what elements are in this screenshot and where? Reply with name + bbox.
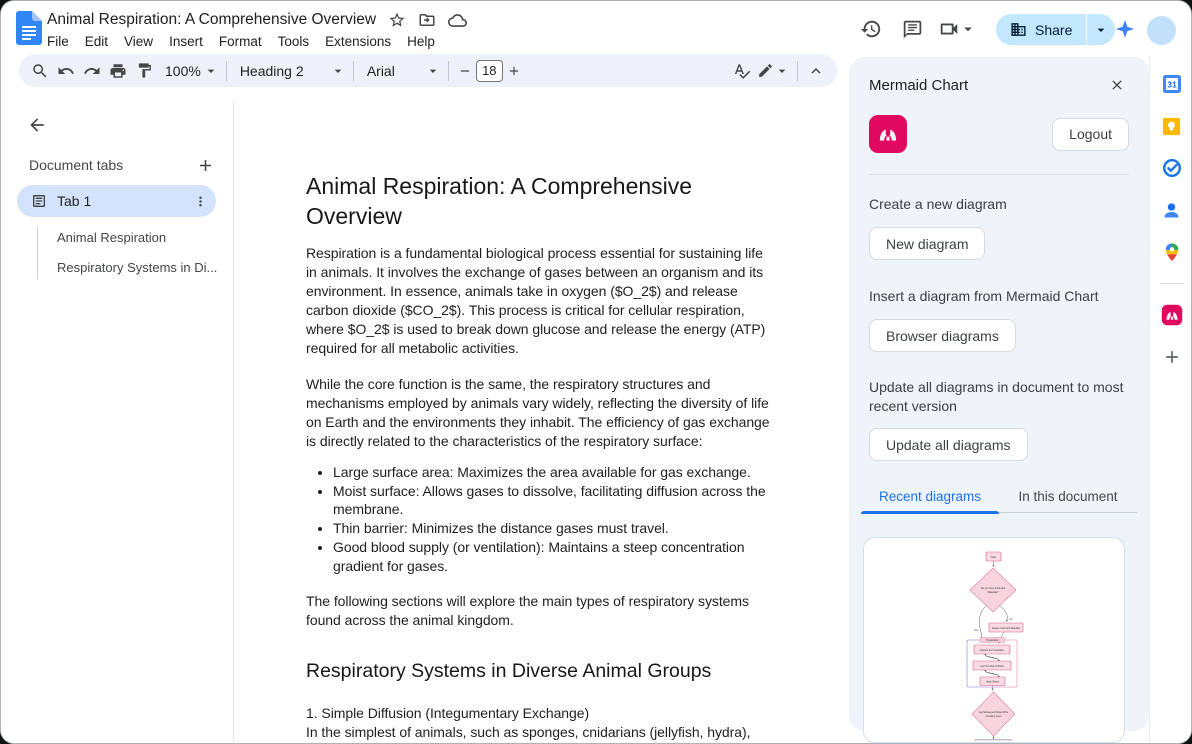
share-split-button [996, 14, 1115, 45]
toolbar [19, 54, 837, 87]
toolbar-divider [797, 61, 798, 81]
panel-divider [869, 174, 1129, 175]
font-size-input[interactable]: 18 [476, 60, 503, 82]
tab-in-this-document[interactable]: In this document [1018, 489, 1118, 504]
doc-paragraph-3[interactable]: The following sections will explore the main types of respiratory systems found across the animal kingdom. [306, 593, 749, 629]
svg-text:Materials?: Materials? [987, 591, 999, 594]
create-diagram-label: Create a new diagram [869, 196, 1007, 212]
close-icon[interactable] [1105, 73, 1129, 97]
zoom-select[interactable] [157, 63, 221, 79]
meet-dropdown-caret-icon[interactable] [959, 15, 977, 43]
zoom-value: 100% [165, 62, 201, 79]
add-tab-plus-icon[interactable] [193, 153, 217, 177]
menu-extensions[interactable]: Extensions [325, 34, 392, 49]
insert-diagram-label: Insert a diagram from Mermaid Chart [869, 288, 1099, 304]
paint-format-icon[interactable] [131, 58, 157, 84]
meet-videocam-icon[interactable] [937, 15, 961, 43]
menu-help[interactable]: Help [407, 34, 435, 49]
google-calendar-icon[interactable] [1161, 73, 1183, 95]
google-contacts-icon[interactable] [1161, 199, 1183, 221]
get-add-ons-plus-icon[interactable] [1161, 346, 1183, 368]
document-tabs-label: Document tabs [29, 157, 124, 173]
flow-decision-1 [970, 568, 1016, 612]
font-value: Arial [366, 62, 395, 79]
doc-paragraph-2[interactable]: While the core function is the same, the respiratory structures and mechanisms employed by animals vary widely, reflecting the diversity of life on Earth and the environments they inhabit. The efficiency of gas exchange is directly related to the characteristics of the respiratory surface: [306, 376, 770, 449]
menu-file[interactable]: File [47, 34, 69, 49]
chevron-down-icon [330, 63, 346, 79]
menu-view[interactable]: View [124, 34, 154, 49]
paragraph-style-select[interactable] [232, 63, 348, 79]
share-button-label: Share [1035, 21, 1073, 38]
doc-paragraph-1[interactable]: Respiration is a fundamental biological process essential for sustaining life in animals. It involves the exchange of gases between an organism and its environment. In essence, animals take in oxygen ($O_2$) and release carbon dioxide ($CO_2$). This process is critical for cellular respiration, where $O_2$ is used to break down glucose and release the energy (ATP) required for all metabolic activities. [306, 245, 766, 356]
title-area [47, 8, 466, 53]
svg-text:Do you have Tools and: Do you have Tools and [980, 587, 1006, 590]
toolbar-divider [353, 61, 354, 81]
paragraph-style-value: Heading 2 [239, 62, 304, 79]
gemini-sparkle-icon[interactable] [1111, 15, 1139, 43]
share-button[interactable] [996, 14, 1086, 45]
flow-finalize-node [975, 740, 1012, 742]
outline-indent-line [37, 227, 38, 279]
font-select[interactable] [359, 63, 443, 79]
panel-tabs [861, 485, 1137, 513]
browse-diagrams-button[interactable]: Browser diagrams [869, 319, 1016, 352]
update-diagrams-label: Update all diagrams in document to most recent version [869, 379, 1124, 414]
svg-text:Checking Level: Checking Level [985, 716, 1002, 718]
editing-mode-select[interactable] [755, 62, 792, 79]
svg-text:Lay First Row of Bricks: Lay First Row of Bricks [980, 666, 1004, 668]
logout-button[interactable]: Logout [1052, 118, 1129, 151]
toolbar-divider [448, 61, 449, 81]
search-menus-icon[interactable] [27, 58, 53, 84]
panel-title: Mermaid Chart [869, 76, 969, 94]
chevron-down-icon [203, 63, 219, 79]
svg-text:Prepare the Foundation: Prepare the Foundation [979, 650, 1005, 652]
document-page[interactable] [234, 101, 837, 744]
flowchart-preview [864, 538, 1123, 741]
version-history-icon[interactable] [857, 15, 885, 43]
svg-text:Apply Mortar: Apply Mortar [985, 681, 1000, 684]
undo-icon[interactable] [53, 58, 79, 84]
chevron-down-icon [425, 63, 441, 79]
mermaid-chart-panel [849, 57, 1149, 731]
account-avatar[interactable] [1147, 16, 1176, 45]
svg-text:31: 31 [1166, 79, 1177, 90]
star-icon[interactable] [388, 11, 406, 29]
increase-font-size-button[interactable] [503, 58, 525, 84]
spelling-check-icon[interactable] [729, 58, 755, 84]
cloud-saved-icon[interactable] [448, 11, 466, 29]
sidebar-tab-1[interactable] [17, 185, 216, 217]
svg-text:Acquire Tools and Materials: Acquire Tools and Materials [991, 628, 1021, 630]
collapse-sidebar-back-arrow-icon[interactable] [23, 111, 51, 139]
svg-text:Lay Subsequent Rows While: Lay Subsequent Rows While [978, 712, 1009, 714]
top-bar [1, 1, 1192, 57]
rail-divider [1160, 283, 1184, 284]
document-tabs-sidebar [1, 101, 233, 744]
document-tab-icon [31, 193, 47, 209]
doc-bullet-4[interactable]: • Good blood supply (or ventilation): Maintains a steep concentration gradient for gases. [333, 538, 770, 575]
doc-title-heading[interactable]: Animal Respiration: A Comprehensive Overview [306, 173, 693, 229]
recent-diagram-thumbnail[interactable] [863, 537, 1125, 743]
doc-paragraph-4[interactable]: In the simplest of animals, such as sponges, cnidarians (jellyfish, hydra), [306, 724, 751, 741]
toolbar-divider [226, 61, 227, 81]
mermaid-logo-icon [869, 115, 907, 153]
google-keep-icon[interactable] [1161, 115, 1183, 137]
tab-recent-diagrams[interactable]: Recent diagrams [878, 489, 982, 504]
subgraph-label: Preparation [986, 639, 999, 643]
building-share-icon [1010, 21, 1027, 38]
menu-edit[interactable]: Edit [84, 34, 109, 49]
doc-bullet-2[interactable]: • Moist surface: Allows gases to dissolve, facilitating diffusion across the membrane. [333, 482, 770, 519]
kebab-menu-icon[interactable] [193, 194, 208, 209]
menu-format[interactable]: Format [218, 34, 262, 49]
decrease-font-size-button[interactable] [454, 58, 476, 84]
workspace-side-rail [1149, 57, 1192, 744]
comments-icon[interactable] [898, 15, 926, 43]
tab-1-label: Tab 1 [57, 193, 92, 209]
menu-bar [39, 33, 466, 53]
redo-icon[interactable] [79, 58, 105, 84]
edge-label-no: No [1009, 618, 1013, 621]
flow-start-label: Start [990, 556, 997, 559]
document-title[interactable]: Animal Respiration: A Comprehensive Overview [47, 11, 377, 28]
menu-insert[interactable]: Insert [169, 34, 203, 49]
doc-bullet-3[interactable]: • Thin barrier: Minimizes the distance gases must travel. [333, 519, 770, 538]
google-tasks-icon[interactable] [1161, 157, 1183, 179]
pen-edit-icon [757, 62, 774, 79]
outline-item-respiratory-systems[interactable]: Respiratory Systems in Di... [57, 260, 218, 275]
doc-sub-heading[interactable]: 1. Simple Diffusion (Integumentary Exchange) [306, 705, 590, 722]
menu-tools[interactable]: Tools [277, 34, 310, 49]
chevron-down-icon [774, 63, 790, 79]
mermaid-chart-rail-icon[interactable] [1161, 304, 1183, 326]
google-maps-icon[interactable] [1161, 241, 1183, 263]
outline-item-animal-respiration[interactable]: Animal Respiration [57, 230, 167, 245]
update-all-diagrams-button[interactable]: Update all diagrams [869, 428, 1028, 461]
hide-menus-chevron-icon[interactable] [803, 58, 829, 84]
print-icon[interactable] [105, 58, 131, 84]
move-folder-icon[interactable] [418, 11, 436, 29]
document-body [306, 171, 770, 742]
tabs-active-indicator [861, 511, 999, 514]
doc-bullet-1[interactable]: • Large surface area: Maximizes the area available for gas exchange. [333, 463, 770, 482]
doc-bullet-list [306, 463, 770, 575]
edge-label-yes: Yes [973, 629, 979, 632]
new-diagram-button[interactable]: New diagram [869, 227, 985, 260]
flow-decision-2 [972, 692, 1015, 736]
doc-h2-heading[interactable]: Respiratory Systems in Diverse Animal Groups [306, 660, 712, 683]
